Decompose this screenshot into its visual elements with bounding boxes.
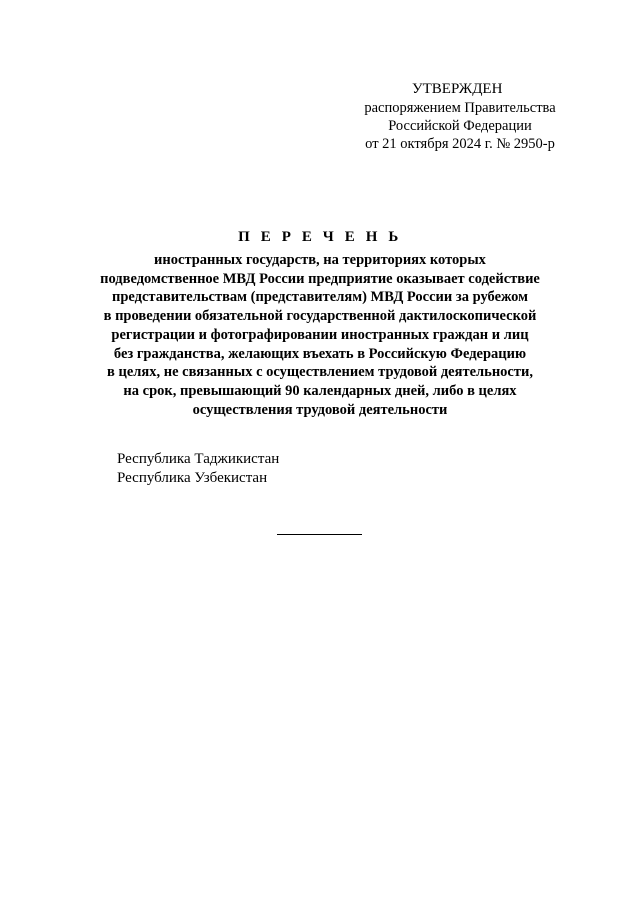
approval-date-line: от 21 октября 2024 г. № 2950-р xyxy=(365,136,555,152)
country-item: Республика Узбекистан xyxy=(117,470,268,486)
subtitle-line: без гражданства, желающих въехать в Российскую Федерацию xyxy=(113,345,527,362)
subtitle-line: в проведении обязательной государственной дактилоскопической xyxy=(103,308,537,325)
subtitle-line: регистрации и фотографировании иностранных граждан и лиц xyxy=(111,326,529,343)
closing-divider xyxy=(277,534,362,535)
document-subtitle xyxy=(40,251,600,419)
subtitle-line: на срок, превышающий 90 календарных дней, либо в целях xyxy=(123,382,517,399)
subtitle-line: в целях, не связанных с осуществлением трудовой деятельности, xyxy=(107,364,533,381)
approval-line: распоряжением Правительства xyxy=(364,100,556,116)
subtitle-line: иностранных государств, на территориях которых xyxy=(154,252,486,268)
country-list xyxy=(117,450,279,488)
approval-title: УТВЕРЖДЕН xyxy=(412,81,503,97)
approval-block xyxy=(340,80,580,153)
country-item: Республика Таджикистан xyxy=(117,451,280,467)
document-title: П Е Р Е Ч Е Н Ь xyxy=(238,229,402,245)
subtitle-line: осуществления трудовой деятельности xyxy=(192,401,448,418)
subtitle-line: представительствам (представителям) МВД России за рубежом xyxy=(111,289,529,306)
subtitle-line: подведомственное МВД России предприятие оказывает содействие xyxy=(100,270,540,287)
approval-line: Российской Федерации xyxy=(388,118,532,134)
